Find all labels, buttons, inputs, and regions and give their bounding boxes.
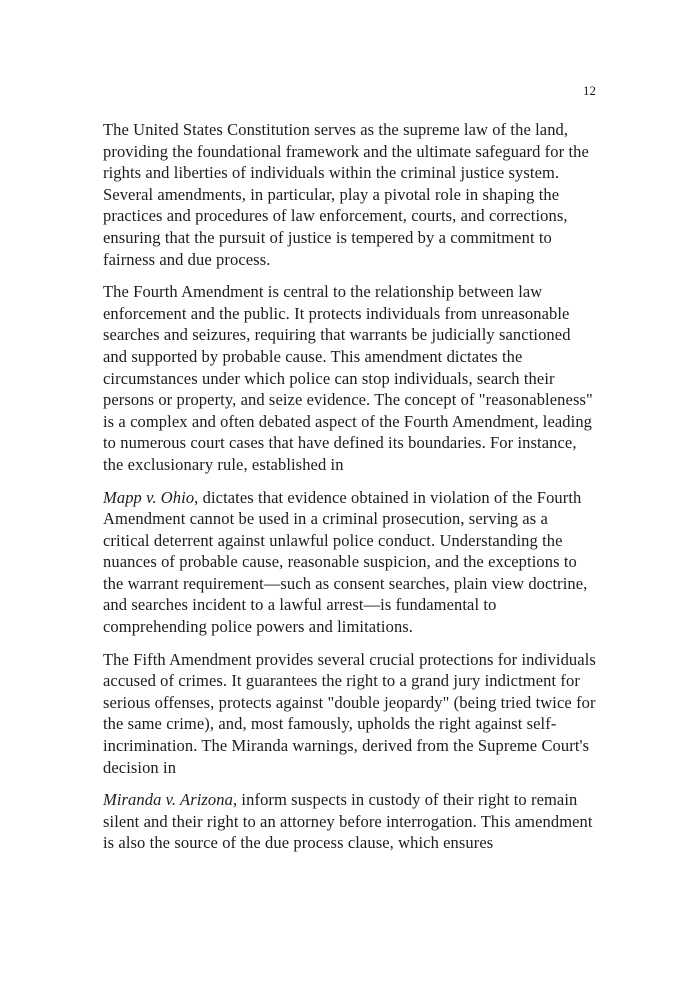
paragraph-text: The Fifth Amendment provides several crucial protections for individuals accused of crimes. It guarantees the right to a grand jury indictment for serious offenses, protects against "double jeopardy" (being tried twice for the same crime), and, most famously, upholds the right against self-incrimination. The Miranda warnings, derived from the Supreme Court's decision in <box>103 649 596 777</box>
body-text <box>103 119 596 854</box>
paragraph <box>103 119 596 270</box>
paragraph <box>103 487 596 638</box>
paragraph-text: , inform suspects in custody of their right to remain silent and their right to an attorney before interrogation. This amendment is also the source of the due process clause, which ensures <box>103 790 593 853</box>
paragraph-text: The Fourth Amendment is central to the relationship between law enforcement and the public. It protects individuals from unreasonable searches and seizures, requiring that warrants be judicially sanctioned and supported by probable cause. This amendment dictates the circumstances under which police can stop individuals, search their persons or property, and seize evidence. The concept of "reasonableness" is a complex and often debated aspect of the Fourth Amendment, leading to numerous court cases that have defined its boundaries. For instance, the exclusionary rule, established in <box>103 282 593 474</box>
paragraph <box>103 789 596 854</box>
page-number: 12 <box>583 83 596 98</box>
paragraph <box>103 649 596 779</box>
paragraph <box>103 281 596 475</box>
paragraph-text: , dictates that evidence obtained in violation of the Fourth Amendment cannot be used in a criminal prosecution, serving as a critical deterrent against unlawful police conduct. Understanding the nuances of probable cause, reasonable suspicion, and the exceptions to the warrant requirement—such as consent searches, plain view doctrine, and searches incident to a lawful arrest—is fundamental to comprehending police powers and limitations. <box>103 487 588 637</box>
paragraph-lead-italic: Miranda v. Arizona <box>103 790 233 810</box>
paragraph-text: The United States Constitution serves as the supreme law of the land, providing the foundational framework and the ultimate safeguard for the rights and liberties of individuals within the criminal justice system. Several amendments, in particular, play a pivotal role in shaping the practices and procedures of law enforcement, courts, and corrections, ensuring that the pursuit of justice is tempered by a commitment to fairness and due process. <box>103 120 589 269</box>
paragraph-lead-italic: Mapp v. Ohio <box>103 487 195 507</box>
